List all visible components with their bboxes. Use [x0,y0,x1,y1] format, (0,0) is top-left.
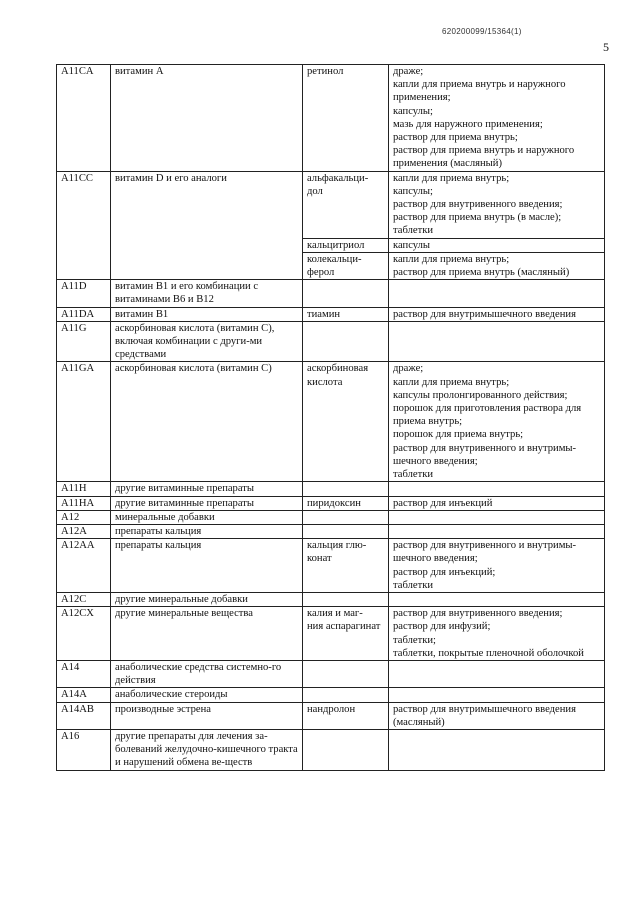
atc-code-cell: A12A [57,524,111,538]
table-row [57,280,605,307]
anatomical-therapeutic-group-cell: препараты кальция [111,524,303,538]
drug-name-cell: ретинол [303,65,389,172]
dosage-form-cell [389,524,605,538]
table-row [57,539,605,593]
anatomical-therapeutic-group-cell: витамин В1 и его комбинации с витаминами В6 и В12 [111,280,303,307]
anatomical-therapeutic-group-cell: анаболические стероиды [111,688,303,702]
anatomical-therapeutic-group-cell: анаболические средства системно-го действия [111,660,303,687]
dosage-form-cell: раствор для внутримышечного введения (масляный) [389,702,605,729]
dosage-form-cell: раствор для внутривенного и внутримы-шечного введения; раствор для инъекций; таблетки [389,539,605,593]
drug-name-cell [303,280,389,307]
table-row [57,688,605,702]
dosage-form-cell [389,510,605,524]
drug-name-cell [303,688,389,702]
atc-code-cell: A11HA [57,496,111,510]
drug-name-cell [303,321,389,362]
table-row [57,660,605,687]
anatomical-therapeutic-group-cell: другие витаминные препараты [111,496,303,510]
table-row [57,171,605,238]
atc-code-cell: A14AB [57,702,111,729]
table-row [57,607,605,661]
anatomical-therapeutic-group-cell: аскорбиновая кислота (витамин С), включая комбинации с други-ми средствами [111,321,303,362]
dosage-form-cell: капли для приема внутрь; капсулы; раствор для внутривенного введения; раствор для приема внутрь (в масле); таблетки [389,171,605,238]
document-id: 620200099/15364(1) [442,27,522,36]
drug-name-cell: нандролон [303,702,389,729]
dosage-form-cell [389,482,605,496]
atc-code-cell: A11G [57,321,111,362]
drug-name-cell: колекальци- ферол [303,252,389,279]
drug-name-cell [303,482,389,496]
drug-name-cell [303,524,389,538]
dosage-form-cell [389,729,605,770]
dosage-form-cell: драже; капли для приема внутрь и наружного применения; капсулы; мазь для наружного применения; раствор для приема внутрь; раствор для приема внутрь и наружного применения (масляный) [389,65,605,172]
drug-name-cell [303,592,389,606]
anatomical-therapeutic-group-cell: другие минеральные вещества [111,607,303,661]
atc-code-cell: A11CA [57,65,111,172]
drug-name-cell: пиридоксин [303,496,389,510]
drug-name-cell: тиамин [303,307,389,321]
anatomical-therapeutic-group-cell: другие препараты для лечения за-болеваний желудочно-кишечного тракта и нарушений обмена ве-ществ [111,729,303,770]
atc-code-cell: A11CC [57,171,111,280]
table-row [57,702,605,729]
drug-name-cell: аскорбиновая кислота [303,362,389,482]
table-row [57,524,605,538]
anatomical-therapeutic-group-cell: витамин D и его аналоги [111,171,303,280]
drug-name-cell [303,660,389,687]
drug-name-cell [303,510,389,524]
table-row [57,65,605,172]
anatomical-therapeutic-group-cell: производные эстрена [111,702,303,729]
dosage-form-cell [389,688,605,702]
dosage-form-cell [389,280,605,307]
table-row [57,321,605,362]
anatomical-therapeutic-group-cell: витамин А [111,65,303,172]
drug-name-cell: калия и маг- ния аспарагинат [303,607,389,661]
dosage-form-cell: капли для приема внутрь; раствор для приема внутрь (масляный) [389,252,605,279]
dosage-form-cell: раствор для внутримышечного введения [389,307,605,321]
dosage-form-cell [389,321,605,362]
drug-classification-table [56,64,605,771]
atc-code-cell: A16 [57,729,111,770]
dosage-form-cell: капсулы [389,238,605,252]
anatomical-therapeutic-group-cell: другие минеральные добавки [111,592,303,606]
dosage-form-cell: раствор для внутривенного введения; раствор для инфузий; таблетки; таблетки, покрытые пленочной оболочкой [389,607,605,661]
drug-name-cell: кальцитриол [303,238,389,252]
table-row [57,496,605,510]
table-row [57,362,605,482]
anatomical-therapeutic-group-cell: препараты кальция [111,539,303,593]
table-row [57,592,605,606]
table-row [57,510,605,524]
page-number: 5 [603,40,609,54]
drug-name-cell [303,729,389,770]
anatomical-therapeutic-group-cell: другие витаминные препараты [111,482,303,496]
atc-code-cell: A11D [57,280,111,307]
anatomical-therapeutic-group-cell: аскорбиновая кислота (витамин С) [111,362,303,482]
atc-code-cell: A11GA [57,362,111,482]
atc-code-cell: A14 [57,660,111,687]
atc-code-cell: A12 [57,510,111,524]
atc-code-cell: A12C [57,592,111,606]
table-row [57,729,605,770]
drug-name-cell: кальция глю- конат [303,539,389,593]
anatomical-therapeutic-group-cell: минеральные добавки [111,510,303,524]
dosage-form-cell: раствор для инъекций [389,496,605,510]
atc-code-cell: A12AA [57,539,111,593]
table-row [57,307,605,321]
atc-code-cell: A12CX [57,607,111,661]
atc-code-cell: A11DA [57,307,111,321]
dosage-form-cell [389,592,605,606]
anatomical-therapeutic-group-cell: витамин В1 [111,307,303,321]
atc-code-cell: A11H [57,482,111,496]
atc-code-cell: A14A [57,688,111,702]
dosage-form-cell: драже; капли для приема внутрь; капсулы пролонгированного действия; порошок для приготовления раствора для приема внутрь; порошок для приема внутрь; раствор для внутривенного и внутримы-шечного введения; таблетки [389,362,605,482]
table-body [57,65,605,771]
dosage-form-cell [389,660,605,687]
drug-name-cell: альфакальци- дол [303,171,389,238]
table-row [57,482,605,496]
